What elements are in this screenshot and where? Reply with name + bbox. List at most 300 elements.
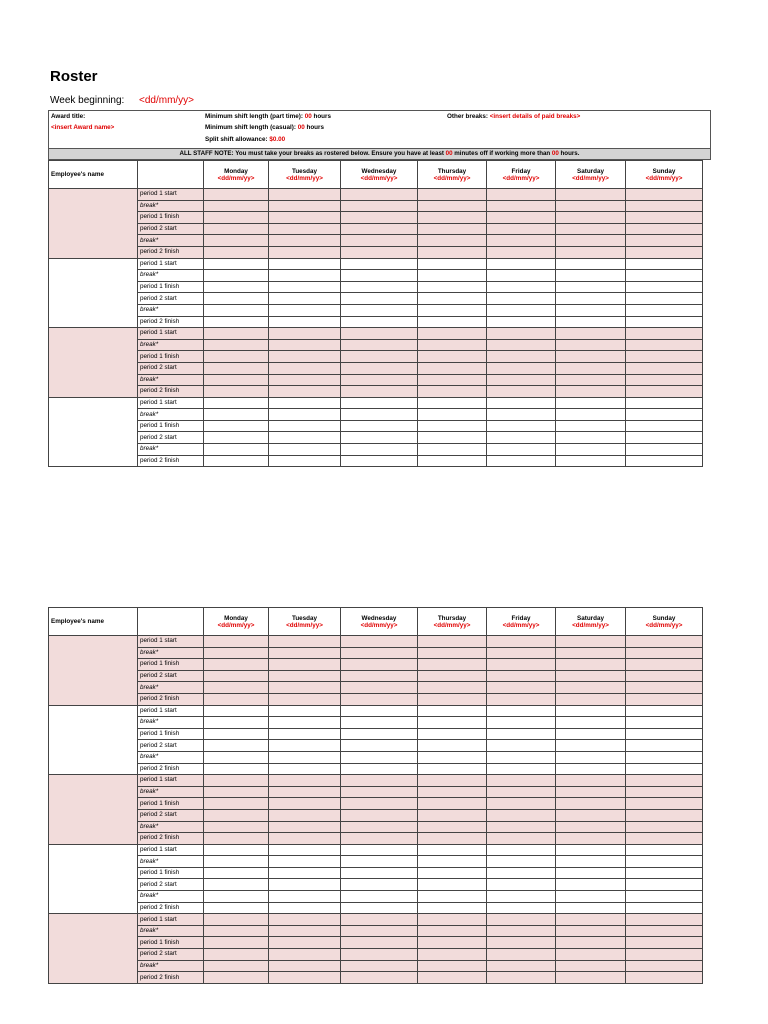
time-cell[interactable]: [626, 728, 703, 740]
time-cell[interactable]: [487, 223, 556, 235]
time-cell[interactable]: [269, 763, 341, 775]
time-cell[interactable]: [418, 763, 487, 775]
employee-name-cell[interactable]: [49, 636, 138, 706]
time-cell[interactable]: [341, 891, 418, 903]
time-cell[interactable]: [269, 647, 341, 659]
time-cell[interactable]: [487, 937, 556, 949]
time-cell[interactable]: [204, 670, 269, 682]
time-cell[interactable]: [556, 235, 626, 247]
time-cell[interactable]: [341, 844, 418, 856]
time-cell[interactable]: [204, 374, 269, 386]
time-cell[interactable]: [556, 914, 626, 926]
time-cell[interactable]: [269, 420, 341, 432]
time-cell[interactable]: [204, 659, 269, 671]
time-cell[interactable]: [204, 914, 269, 926]
time-cell[interactable]: [204, 751, 269, 763]
time-cell[interactable]: [269, 189, 341, 201]
time-cell[interactable]: [418, 235, 487, 247]
time-cell[interactable]: [204, 328, 269, 340]
time-cell[interactable]: [556, 270, 626, 282]
time-cell[interactable]: [341, 304, 418, 316]
time-cell[interactable]: [556, 798, 626, 810]
time-cell[interactable]: [487, 189, 556, 201]
time-cell[interactable]: [269, 798, 341, 810]
time-cell[interactable]: [556, 751, 626, 763]
time-cell[interactable]: [204, 444, 269, 456]
time-cell[interactable]: [556, 397, 626, 409]
time-cell[interactable]: [269, 455, 341, 467]
day-date[interactable]: <dd/mm/yy>: [217, 621, 255, 629]
time-cell[interactable]: [626, 751, 703, 763]
time-cell[interactable]: [556, 223, 626, 235]
time-cell[interactable]: [269, 636, 341, 648]
time-cell[interactable]: [204, 844, 269, 856]
time-cell[interactable]: [487, 409, 556, 421]
time-cell[interactable]: [487, 786, 556, 798]
time-cell[interactable]: [626, 189, 703, 201]
time-cell[interactable]: [269, 293, 341, 305]
time-cell[interactable]: [418, 304, 487, 316]
time-cell[interactable]: [341, 728, 418, 740]
time-cell[interactable]: [418, 740, 487, 752]
time-cell[interactable]: [487, 775, 556, 787]
time-cell[interactable]: [341, 833, 418, 845]
time-cell[interactable]: [341, 693, 418, 705]
time-cell[interactable]: [626, 682, 703, 694]
time-cell[interactable]: [341, 867, 418, 879]
time-cell[interactable]: [269, 328, 341, 340]
time-cell[interactable]: [418, 258, 487, 270]
time-cell[interactable]: [556, 200, 626, 212]
time-cell[interactable]: [556, 682, 626, 694]
time-cell[interactable]: [269, 409, 341, 421]
time-cell[interactable]: [626, 444, 703, 456]
time-cell[interactable]: [269, 786, 341, 798]
time-cell[interactable]: [556, 960, 626, 972]
time-cell[interactable]: [487, 972, 556, 984]
time-cell[interactable]: [341, 670, 418, 682]
time-cell[interactable]: [487, 200, 556, 212]
time-cell[interactable]: [556, 670, 626, 682]
time-cell[interactable]: [418, 693, 487, 705]
time-cell[interactable]: [269, 914, 341, 926]
time-cell[interactable]: [626, 786, 703, 798]
time-cell[interactable]: [204, 212, 269, 224]
time-cell[interactable]: [626, 856, 703, 868]
time-cell[interactable]: [487, 693, 556, 705]
time-cell[interactable]: [418, 189, 487, 201]
time-cell[interactable]: [204, 902, 269, 914]
time-cell[interactable]: [487, 362, 556, 374]
time-cell[interactable]: [556, 775, 626, 787]
time-cell[interactable]: [418, 432, 487, 444]
time-cell[interactable]: [418, 455, 487, 467]
time-cell[interactable]: [626, 647, 703, 659]
time-cell[interactable]: [269, 235, 341, 247]
time-cell[interactable]: [341, 316, 418, 328]
time-cell[interactable]: [418, 705, 487, 717]
time-cell[interactable]: [418, 972, 487, 984]
day-date[interactable]: <dd/mm/yy>: [286, 621, 323, 629]
time-cell[interactable]: [269, 397, 341, 409]
time-cell[interactable]: [204, 937, 269, 949]
time-cell[interactable]: [487, 728, 556, 740]
time-cell[interactable]: [487, 960, 556, 972]
time-cell[interactable]: [556, 351, 626, 363]
employee-name-cell[interactable]: [49, 844, 138, 914]
employee-name-cell[interactable]: [49, 328, 138, 398]
time-cell[interactable]: [269, 728, 341, 740]
time-cell[interactable]: [418, 281, 487, 293]
time-cell[interactable]: [487, 258, 556, 270]
time-cell[interactable]: [487, 949, 556, 961]
time-cell[interactable]: [418, 246, 487, 258]
time-cell[interactable]: [556, 693, 626, 705]
time-cell[interactable]: [204, 798, 269, 810]
time-cell[interactable]: [626, 397, 703, 409]
time-cell[interactable]: [204, 636, 269, 648]
employee-name-cell[interactable]: [49, 775, 138, 845]
time-cell[interactable]: [626, 316, 703, 328]
time-cell[interactable]: [204, 891, 269, 903]
day-date[interactable]: <dd/mm/yy>: [502, 621, 540, 629]
day-date[interactable]: <dd/mm/yy>: [433, 621, 471, 629]
time-cell[interactable]: [341, 386, 418, 398]
time-cell[interactable]: [204, 728, 269, 740]
time-cell[interactable]: [487, 914, 556, 926]
time-cell[interactable]: [556, 258, 626, 270]
time-cell[interactable]: [556, 809, 626, 821]
time-cell[interactable]: [487, 798, 556, 810]
employee-name-cell[interactable]: [49, 397, 138, 467]
time-cell[interactable]: [487, 235, 556, 247]
time-cell[interactable]: [626, 844, 703, 856]
time-cell[interactable]: [204, 693, 269, 705]
time-cell[interactable]: [556, 386, 626, 398]
time-cell[interactable]: [556, 316, 626, 328]
time-cell[interactable]: [341, 856, 418, 868]
time-cell[interactable]: [487, 386, 556, 398]
time-cell[interactable]: [418, 351, 487, 363]
time-cell[interactable]: [487, 397, 556, 409]
time-cell[interactable]: [487, 270, 556, 282]
other-breaks-value[interactable]: <insert details of paid breaks>: [489, 113, 581, 120]
time-cell[interactable]: [269, 281, 341, 293]
time-cell[interactable]: [487, 705, 556, 717]
time-cell[interactable]: [626, 304, 703, 316]
time-cell[interactable]: [341, 659, 418, 671]
time-cell[interactable]: [341, 223, 418, 235]
time-cell[interactable]: [341, 751, 418, 763]
time-cell[interactable]: [487, 351, 556, 363]
time-cell[interactable]: [418, 200, 487, 212]
time-cell[interactable]: [341, 374, 418, 386]
time-cell[interactable]: [626, 386, 703, 398]
time-cell[interactable]: [626, 972, 703, 984]
time-cell[interactable]: [418, 751, 487, 763]
time-cell[interactable]: [487, 867, 556, 879]
time-cell[interactable]: [556, 304, 626, 316]
split-shift-allowance-value[interactable]: $0.00: [269, 136, 286, 143]
time-cell[interactable]: [487, 856, 556, 868]
time-cell[interactable]: [269, 212, 341, 224]
time-cell[interactable]: [341, 902, 418, 914]
time-cell[interactable]: [341, 960, 418, 972]
time-cell[interactable]: [204, 420, 269, 432]
day-date[interactable]: <dd/mm/yy>: [572, 174, 609, 182]
time-cell[interactable]: [418, 397, 487, 409]
time-cell[interactable]: [341, 879, 418, 891]
time-cell[interactable]: [204, 960, 269, 972]
time-cell[interactable]: [269, 705, 341, 717]
time-cell[interactable]: [626, 821, 703, 833]
time-cell[interactable]: [341, 705, 418, 717]
time-cell[interactable]: [341, 328, 418, 340]
time-cell[interactable]: [418, 386, 487, 398]
day-date[interactable]: <dd/mm/yy>: [360, 621, 398, 629]
time-cell[interactable]: [204, 223, 269, 235]
time-cell[interactable]: [341, 420, 418, 432]
time-cell[interactable]: [204, 304, 269, 316]
day-date[interactable]: <dd/mm/yy>: [286, 174, 323, 182]
time-cell[interactable]: [341, 293, 418, 305]
time-cell[interactable]: [204, 833, 269, 845]
time-cell[interactable]: [556, 339, 626, 351]
time-cell[interactable]: [487, 374, 556, 386]
time-cell[interactable]: [556, 409, 626, 421]
time-cell[interactable]: [626, 200, 703, 212]
time-cell[interactable]: [204, 867, 269, 879]
time-cell[interactable]: [418, 270, 487, 282]
time-cell[interactable]: [626, 670, 703, 682]
time-cell[interactable]: [341, 786, 418, 798]
time-cell[interactable]: [487, 879, 556, 891]
time-cell[interactable]: [418, 949, 487, 961]
time-cell[interactable]: [341, 809, 418, 821]
time-cell[interactable]: [418, 659, 487, 671]
time-cell[interactable]: [418, 316, 487, 328]
time-cell[interactable]: [269, 200, 341, 212]
time-cell[interactable]: [487, 833, 556, 845]
time-cell[interactable]: [487, 763, 556, 775]
time-cell[interactable]: [556, 362, 626, 374]
time-cell[interactable]: [418, 856, 487, 868]
day-date[interactable]: <dd/mm/yy>: [572, 621, 609, 629]
time-cell[interactable]: [487, 246, 556, 258]
time-cell[interactable]: [341, 409, 418, 421]
time-cell[interactable]: [556, 833, 626, 845]
time-cell[interactable]: [487, 293, 556, 305]
employee-name-cell[interactable]: [49, 914, 138, 984]
time-cell[interactable]: [341, 246, 418, 258]
time-cell[interactable]: [556, 902, 626, 914]
time-cell[interactable]: [269, 432, 341, 444]
time-cell[interactable]: [487, 316, 556, 328]
time-cell[interactable]: [204, 189, 269, 201]
time-cell[interactable]: [204, 339, 269, 351]
time-cell[interactable]: [418, 647, 487, 659]
time-cell[interactable]: [487, 647, 556, 659]
min-shift-part-time-value[interactable]: 00: [304, 113, 312, 120]
time-cell[interactable]: [626, 432, 703, 444]
time-cell[interactable]: [204, 821, 269, 833]
time-cell[interactable]: [204, 281, 269, 293]
time-cell[interactable]: [556, 740, 626, 752]
time-cell[interactable]: [487, 455, 556, 467]
time-cell[interactable]: [487, 281, 556, 293]
time-cell[interactable]: [418, 409, 487, 421]
time-cell[interactable]: [269, 444, 341, 456]
time-cell[interactable]: [487, 925, 556, 937]
time-cell[interactable]: [269, 891, 341, 903]
time-cell[interactable]: [204, 856, 269, 868]
week-beginning-value[interactable]: <dd/mm/yy>: [139, 95, 195, 106]
time-cell[interactable]: [204, 682, 269, 694]
time-cell[interactable]: [418, 212, 487, 224]
time-cell[interactable]: [341, 717, 418, 729]
time-cell[interactable]: [418, 879, 487, 891]
time-cell[interactable]: [626, 763, 703, 775]
time-cell[interactable]: [204, 432, 269, 444]
time-cell[interactable]: [204, 705, 269, 717]
min-shift-casual-value[interactable]: 00: [297, 124, 305, 131]
time-cell[interactable]: [418, 786, 487, 798]
time-cell[interactable]: [204, 786, 269, 798]
time-cell[interactable]: [418, 339, 487, 351]
time-cell[interactable]: [487, 339, 556, 351]
time-cell[interactable]: [418, 937, 487, 949]
time-cell[interactable]: [418, 960, 487, 972]
time-cell[interactable]: [556, 856, 626, 868]
time-cell[interactable]: [556, 328, 626, 340]
time-cell[interactable]: [487, 304, 556, 316]
time-cell[interactable]: [204, 717, 269, 729]
time-cell[interactable]: [487, 740, 556, 752]
time-cell[interactable]: [487, 659, 556, 671]
day-date[interactable]: <dd/mm/yy>: [645, 174, 683, 182]
time-cell[interactable]: [418, 362, 487, 374]
time-cell[interactable]: [269, 867, 341, 879]
time-cell[interactable]: [556, 844, 626, 856]
time-cell[interactable]: [204, 925, 269, 937]
time-cell[interactable]: [487, 432, 556, 444]
time-cell[interactable]: [204, 879, 269, 891]
time-cell[interactable]: [418, 809, 487, 821]
time-cell[interactable]: [269, 902, 341, 914]
time-cell[interactable]: [341, 235, 418, 247]
time-cell[interactable]: [418, 844, 487, 856]
time-cell[interactable]: [269, 374, 341, 386]
time-cell[interactable]: [418, 717, 487, 729]
day-date[interactable]: <dd/mm/yy>: [217, 174, 255, 182]
day-date[interactable]: <dd/mm/yy>: [645, 621, 683, 629]
time-cell[interactable]: [341, 351, 418, 363]
time-cell[interactable]: [626, 420, 703, 432]
time-cell[interactable]: [626, 374, 703, 386]
time-cell[interactable]: [556, 972, 626, 984]
time-cell[interactable]: [341, 949, 418, 961]
time-cell[interactable]: [269, 223, 341, 235]
time-cell[interactable]: [487, 682, 556, 694]
time-cell[interactable]: [269, 740, 341, 752]
time-cell[interactable]: [626, 925, 703, 937]
time-cell[interactable]: [269, 844, 341, 856]
time-cell[interactable]: [487, 717, 556, 729]
time-cell[interactable]: [341, 914, 418, 926]
time-cell[interactable]: [341, 212, 418, 224]
time-cell[interactable]: [418, 798, 487, 810]
time-cell[interactable]: [626, 867, 703, 879]
time-cell[interactable]: [204, 397, 269, 409]
time-cell[interactable]: [626, 339, 703, 351]
time-cell[interactable]: [626, 351, 703, 363]
time-cell[interactable]: [204, 200, 269, 212]
time-cell[interactable]: [626, 293, 703, 305]
time-cell[interactable]: [269, 386, 341, 398]
time-cell[interactable]: [204, 351, 269, 363]
time-cell[interactable]: [487, 444, 556, 456]
time-cell[interactable]: [341, 821, 418, 833]
time-cell[interactable]: [341, 362, 418, 374]
time-cell[interactable]: [626, 937, 703, 949]
time-cell[interactable]: [556, 432, 626, 444]
time-cell[interactable]: [204, 258, 269, 270]
employee-name-cell[interactable]: [49, 258, 138, 328]
time-cell[interactable]: [556, 705, 626, 717]
time-cell[interactable]: [269, 960, 341, 972]
time-cell[interactable]: [556, 374, 626, 386]
time-cell[interactable]: [487, 891, 556, 903]
time-cell[interactable]: [341, 647, 418, 659]
time-cell[interactable]: [626, 258, 703, 270]
time-cell[interactable]: [418, 821, 487, 833]
time-cell[interactable]: [626, 879, 703, 891]
time-cell[interactable]: [204, 809, 269, 821]
time-cell[interactable]: [418, 444, 487, 456]
time-cell[interactable]: [556, 659, 626, 671]
time-cell[interactable]: [626, 891, 703, 903]
time-cell[interactable]: [341, 258, 418, 270]
time-cell[interactable]: [487, 809, 556, 821]
time-cell[interactable]: [626, 717, 703, 729]
time-cell[interactable]: [269, 937, 341, 949]
time-cell[interactable]: [341, 972, 418, 984]
time-cell[interactable]: [626, 740, 703, 752]
time-cell[interactable]: [269, 339, 341, 351]
time-cell[interactable]: [556, 293, 626, 305]
time-cell[interactable]: [626, 949, 703, 961]
time-cell[interactable]: [556, 949, 626, 961]
time-cell[interactable]: [204, 763, 269, 775]
time-cell[interactable]: [269, 246, 341, 258]
time-cell[interactable]: [487, 636, 556, 648]
time-cell[interactable]: [626, 281, 703, 293]
time-cell[interactable]: [556, 246, 626, 258]
time-cell[interactable]: [341, 455, 418, 467]
time-cell[interactable]: [341, 740, 418, 752]
time-cell[interactable]: [626, 636, 703, 648]
time-cell[interactable]: [418, 328, 487, 340]
time-cell[interactable]: [204, 775, 269, 787]
time-cell[interactable]: [269, 949, 341, 961]
time-cell[interactable]: [269, 717, 341, 729]
time-cell[interactable]: [626, 212, 703, 224]
time-cell[interactable]: [204, 647, 269, 659]
time-cell[interactable]: [418, 775, 487, 787]
time-cell[interactable]: [418, 636, 487, 648]
time-cell[interactable]: [269, 833, 341, 845]
employee-name-cell[interactable]: [49, 705, 138, 775]
